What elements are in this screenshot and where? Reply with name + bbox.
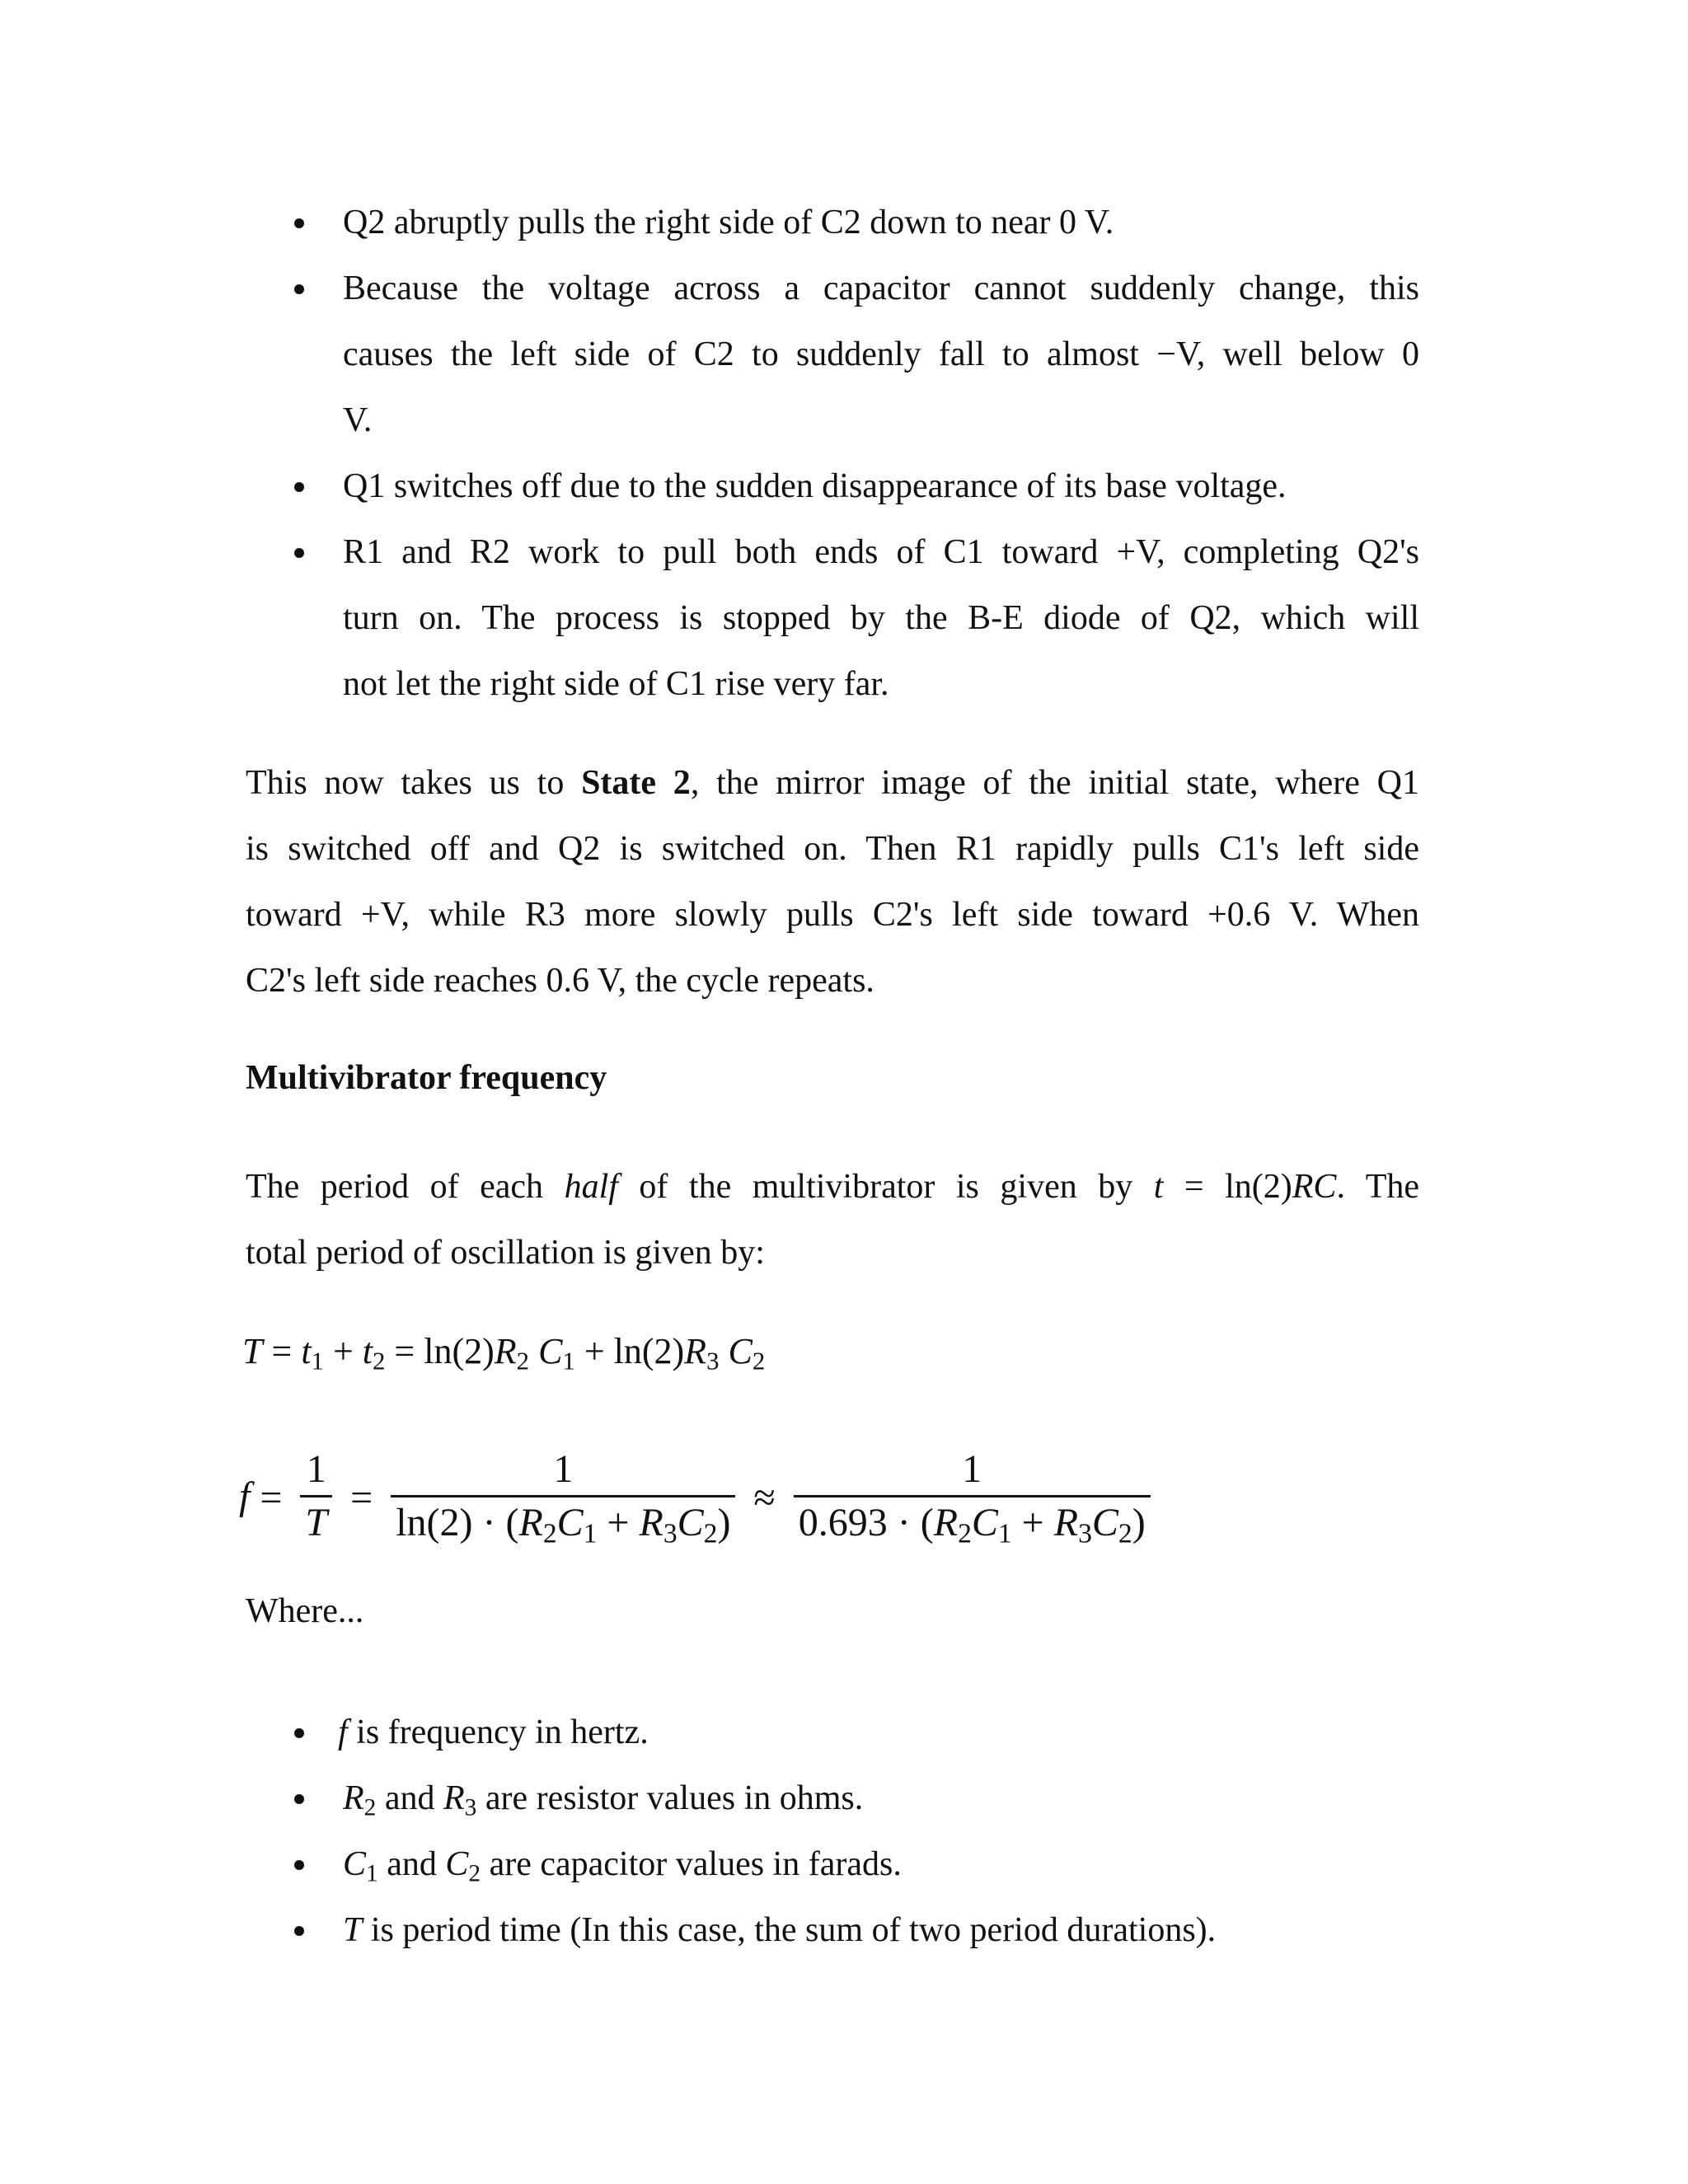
bullet-dot: [294, 1728, 304, 1738]
list-item: Q1 switches off due to the sudden disappearance of its base voltage.: [343, 467, 1287, 505]
bullet-dot: [294, 1926, 304, 1936]
bullet-dot: [294, 1794, 304, 1804]
bullet-dot: [294, 548, 304, 558]
paragraph-period: [246, 1154, 1419, 1286]
italic-term: half: [564, 1168, 618, 1206]
bold-term: State 2: [581, 764, 691, 802]
where-label: Where...: [246, 1592, 364, 1630]
fraction-ln2: $\frac{1}{\ln(2) \cdot (R_2C_1 + R_3C_2)}$: [391, 1444, 735, 1549]
bullet-dot: [294, 284, 304, 294]
list-item: $C_1$ and $C_2$ are capacitor values in farads.: [343, 1845, 902, 1887]
paragraph-line: The period of each half of the multivibrator is given by t = ln(2)RC. The: [246, 1168, 1420, 1206]
paragraph-line: is switched off and Q2 is switched on. Then R1 rapidly pulls C1's left side: [246, 830, 1419, 868]
list-item-line: turn on. The process is stopped by the B-E diode of Q2, which will: [343, 599, 1419, 637]
list-item-line: R1 and R2 work to pull both ends of C1 toward +V, completing Q2's: [343, 533, 1419, 571]
list-item: T is period time (In this case, the sum of two period durations).: [343, 1911, 1217, 1949]
inline-formula: t = ln(2)RC. The: [1153, 1168, 1420, 1206]
list-item-line: Because the voltage across a capacitor cannot suddenly change, this: [343, 269, 1419, 307]
paragraph-line: This now takes us to State 2, the mirror image of the initial state, where Q1: [246, 764, 1419, 802]
list-item-line: causes the left side of C2 to suddenly fall to almost −V, well below 0: [343, 335, 1419, 373]
equation-lhs: f: [239, 1474, 251, 1518]
bullet-dot: [294, 482, 304, 492]
bullet-dot: [294, 1860, 304, 1870]
list-item-line: V.: [343, 401, 373, 439]
list-item: [343, 255, 1419, 453]
fraction-1-over-T: $\frac{1}{T}$: [300, 1444, 332, 1549]
equation-period: $T = t_1 + t_2 = \ln(2)R_2$ $C_1 + \ln(2)R_3$ $C_2$: [242, 1331, 766, 1376]
list-item-line: not let the right side of C1 rise very far.: [343, 665, 889, 703]
list-item: [343, 519, 1419, 717]
list-item: f is frequency in hertz.: [338, 1713, 649, 1751]
equation-frequency: f = $\frac{1}{T}$ = $\frac{1}{\ln(2) \cdot (R_2C_1 + R_3C_2)}$ ≈ $\frac{1}{0.693 \cdot (R_2C_1 + R_3C_2)}$: [239, 1418, 1159, 1574]
section-heading: Multivibrator frequency: [246, 1059, 607, 1097]
paragraph-line: total period of oscillation is given by:: [246, 1234, 765, 1272]
paragraph-state-2: [246, 750, 1419, 1014]
list-item: $R_2$ and $R_3$ are resistor values in ohms.: [343, 1779, 864, 1821]
paragraph-line: C2's left side reaches 0.6 V, the cycle repeats.: [246, 962, 874, 1000]
list-item: Q2 abruptly pulls the right side of C2 down to near 0 V.: [343, 204, 1114, 241]
paragraph-line: toward +V, while R3 more slowly pulls C2's left side toward +0.6 V. When: [246, 896, 1419, 934]
bullet-dot: [294, 218, 304, 228]
fraction-0693: $\frac{1}{0.693 \cdot (R_2C_1 + R_3C_2)}$: [794, 1444, 1151, 1549]
